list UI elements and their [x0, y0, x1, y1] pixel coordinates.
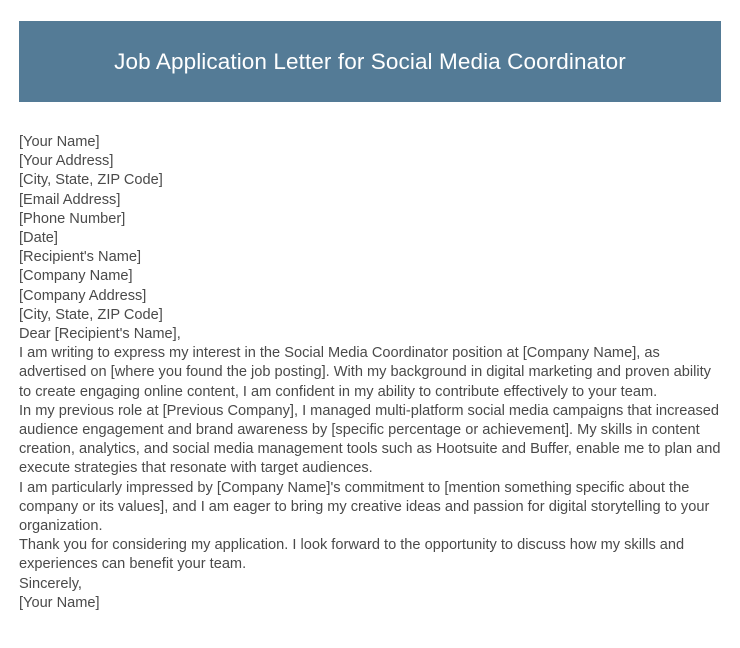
- salutation: Dear [Recipient's Name],: [19, 326, 181, 343]
- sender-address-block: [19, 133, 723, 248]
- sender-line: [City, State, ZIP Code]: [19, 172, 163, 189]
- letter-header-banner: [19, 21, 721, 102]
- body-paragraph-4: Thank you for considering my application. I look forward to the opportunity to discuss how my skills and experiences can benefit your team.: [19, 537, 685, 573]
- closing-salutation: Sincerely,: [19, 575, 82, 592]
- recipient-line: [Company Name]: [19, 268, 133, 285]
- letter-body: [19, 133, 723, 613]
- body-paragraph-3: I am particularly impressed by [Company Name]'s commitment to [mention something specific about the company or its values], and I am eager to bring my creative ideas and passion for digital storytelling to your organization.: [19, 479, 710, 535]
- body-paragraph-1: I am writing to express my interest in the Social Media Coordinator position at [Company Name], as advertised on [where you found the job posting]. With my background in digital marketing and proven ability to create engaging online content, I am confident in my ability to contribute effectively to your team.: [19, 345, 711, 400]
- sender-line: [Your Name]: [19, 134, 100, 150]
- recipient-line: [City, State, ZIP Code]: [19, 306, 163, 323]
- recipient-line: [Company Address]: [19, 287, 147, 304]
- sender-line: [Your Address]: [19, 153, 114, 170]
- sender-line: [Email Address]: [19, 191, 121, 208]
- body-paragraph-2: In my previous role at [Previous Company], I managed multi-platform social media campaigns that increased audience engagement and brand awareness by [specific percentage or achievement]. My skills in content creation, analytics, and social media management tools such as Hootsuite and Buffer, enable me to plan and execute strategies that resonate with target audiences.: [19, 402, 721, 477]
- recipient-address-block: [19, 248, 723, 325]
- sender-line: [Phone Number]: [19, 210, 126, 227]
- recipient-line: [Recipient's Name]: [19, 249, 142, 266]
- page-title: Job Application Letter for Social Media Coordinator: [114, 49, 626, 74]
- sender-line: [Date]: [19, 230, 58, 247]
- signature-name: [Your Name]: [19, 594, 100, 611]
